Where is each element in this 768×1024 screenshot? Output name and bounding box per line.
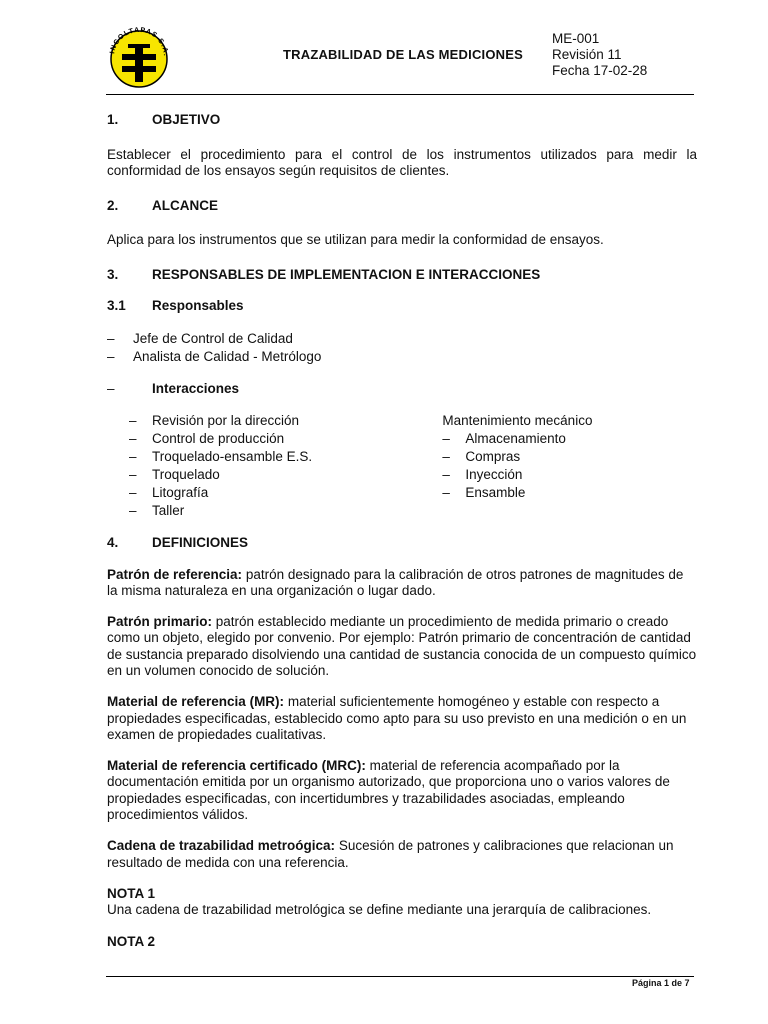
doc-code: ME-001 xyxy=(552,31,600,46)
section-heading-objetivo: 1. OBJETIVO xyxy=(107,112,221,127)
section-heading-definiciones: 4. DEFINICIONES xyxy=(107,535,249,550)
list-item: – Troquelado xyxy=(129,467,220,482)
list-item: – Jefe de Control de Calidad xyxy=(107,330,293,346)
definition-patron-primario: Patrón primario: patrón establecido mediante un procedimiento de medida primario o creado como un objeto, elegido por convenio. Por ejemplo: Patrón primario de concentración de cantidad de sustancia preparado disolviendo una cantidad de sustancia conocida de un compuesto químico en un volumen conocido de solución. xyxy=(107,614,697,678)
alcance-paragraph: Aplica para los instrumentos que se utilizan para medir la conformidad de ensayos. xyxy=(107,232,604,247)
document-body xyxy=(107,112,697,950)
nota-2: NOTA 2 xyxy=(107,933,156,949)
interacciones-heading: – Interacciones xyxy=(107,380,240,396)
list-item: – Compras xyxy=(442,449,521,464)
footer-divider xyxy=(106,976,694,977)
subsection-heading-responsables: 3.1 Responsables xyxy=(107,298,244,313)
list-item: – Control de producción xyxy=(129,431,285,446)
list-item: Mantenimiento mecánico xyxy=(442,413,593,428)
incoltapas-logo-icon xyxy=(106,24,172,90)
interacciones-columns xyxy=(107,412,697,520)
definition-material-certificado: Material de referencia certificado (MRC): material de referencia acompañado por la documentación emitida por un organismo autorizado, que proporciona uno o varios valores de propiedades especificadas, con incertidumbres y trazabilidades asociadas, empleando procedimientos válidos. xyxy=(107,758,670,823)
doc-date: Fecha 17-02-28 xyxy=(552,63,648,78)
list-item: – Ensamble xyxy=(442,485,526,500)
list-item: – Analista de Calidad - Metrólogo xyxy=(107,348,322,364)
document-meta xyxy=(552,31,647,79)
list-item: – Troquelado-ensamble E.S. xyxy=(129,449,313,464)
list-item: – Almacenamiento xyxy=(442,431,566,446)
list-item: – Revisión por la dirección xyxy=(129,413,300,428)
definition-material-referencia: Material de referencia (MR): material suficientemente homogéneo y estable con respecto a propiedades especificadas, establecido como apto para su uso previsto en una medición o en un examen de propiedades cualitativas. xyxy=(107,694,687,742)
definition-cadena-trazabilidad: Cadena de trazabilidad metroógica: Sucesión de patrones y calibraciones que relacionan un resultado de medida con una referencia. xyxy=(107,838,674,870)
nota-1: NOTA 1 Una cadena de trazabilidad metrológica se define mediante una jerarquía de calibraciones. xyxy=(107,885,652,918)
list-item: – Litografía xyxy=(129,485,209,500)
section-heading-alcance: 2. ALCANCE xyxy=(107,197,218,213)
doc-revision: Revisión 11 xyxy=(552,47,622,62)
list-item: – Taller xyxy=(129,503,185,518)
interacciones-left-column xyxy=(107,412,442,520)
interacciones-right-column xyxy=(442,412,697,520)
logo-arc-text: INCOLTAPAS S.A. xyxy=(109,26,170,57)
definition-patron-referencia: Patrón de referencia: patrón designado para la calibración de otros patrones de magnitudes de la misma naturaleza en una organización o lugar dado. xyxy=(107,566,684,598)
document-title: TRAZABILIDAD DE LAS MEDICIONES xyxy=(283,47,523,62)
objetivo-paragraph: Establecer el procedimiento para el control de los instrumentos utilizados para medir la conformidad de los ensayos según requisitos de clientes. xyxy=(107,146,697,178)
page-number: Página 1 de 7 xyxy=(632,978,690,988)
list-item: – Inyección xyxy=(442,467,523,482)
header-divider xyxy=(106,94,694,95)
section-heading-responsables: 3. RESPONSABLES DE IMPLEMENTACION E INTERACCIONES xyxy=(107,266,541,282)
